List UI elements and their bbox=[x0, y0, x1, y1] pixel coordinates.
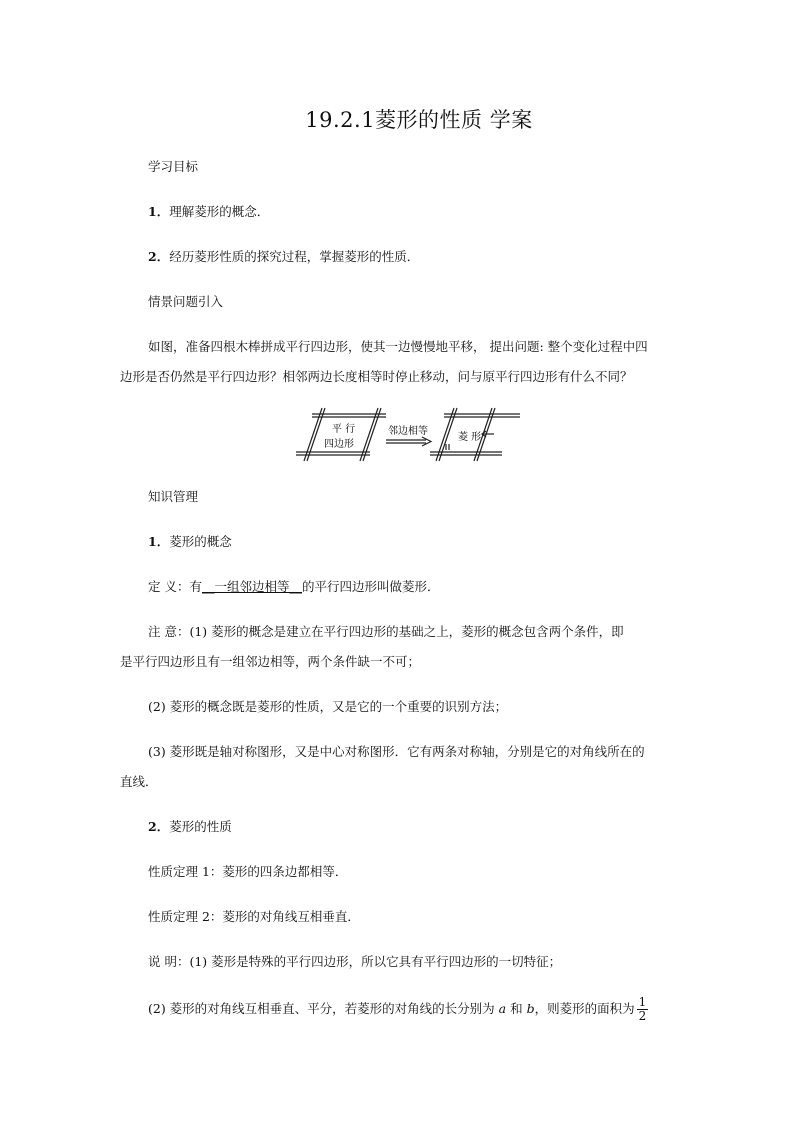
intro-heading: 情景问题引入 bbox=[148, 294, 224, 309]
note-line-1: 注 意：(1) 菱形的概念是建立在平行四边形的基础之上，菱形的概念包含两个条件，即 bbox=[148, 624, 624, 639]
var-b: b bbox=[526, 1001, 535, 1016]
note-2: (2) 菱形的概念既是菱形的性质，又是它的一个重要的识别方法； bbox=[148, 699, 508, 714]
concept-heading: 菱形的概念 bbox=[169, 534, 232, 549]
intro-line-2: 边形是否仍然是平行四边形？相邻两边长度相等时停止移动，问与原平行四边形有什么不同？ bbox=[120, 369, 633, 384]
objective-1-text: 理解菱形的概念． bbox=[169, 204, 270, 219]
explain-1: 说 明：(1) 菱形是特殊的平行四边形，所以它具有平行四边形的一切特征； bbox=[148, 954, 562, 969]
fig-arrow-label: 邻边相等 bbox=[388, 426, 428, 437]
definition-tail: 的平行四边形叫做菱形． bbox=[302, 579, 440, 594]
property-num: 2． bbox=[148, 819, 170, 834]
fig-left-label-1: 平 行 bbox=[332, 424, 356, 435]
note-3-line-1: (3) 菱形既是轴对称图形，又是中心对称图形．它有两条对称轴，分别是它的对角线所在的 bbox=[148, 744, 645, 759]
concept-heading-row bbox=[148, 533, 232, 551]
fraction-denominator: 2 bbox=[638, 1009, 647, 1023]
objective-1 bbox=[148, 203, 269, 221]
fraction-one-half bbox=[637, 996, 649, 1023]
definition-blank: __一组邻边相等__ bbox=[201, 579, 302, 594]
note-3-line-2: 直线． bbox=[120, 774, 158, 789]
objectives-heading: 学习目标 bbox=[148, 159, 199, 174]
explain-2 bbox=[148, 996, 648, 1023]
fig-right-label: 菱 形 bbox=[458, 432, 482, 443]
note-line-2: 是平行四边形且有一组邻边相等，两个条件缺一不可； bbox=[120, 654, 421, 669]
theorem-1: 性质定理 1：菱形的四条边都相等． bbox=[148, 864, 348, 879]
theorem-2: 性质定理 2：菱形的对角线互相垂直． bbox=[148, 909, 360, 924]
parallelogram-to-rhombus-figure bbox=[294, 406, 526, 464]
fig-left-label-2: 四边形 bbox=[324, 439, 354, 450]
objective-2-num: 2． bbox=[148, 249, 170, 264]
objective-1-num: 1． bbox=[148, 204, 170, 219]
explain-2-pre: (2) 菱形的对角线互相垂直、平分，若菱形的对角线的长分别为 bbox=[148, 1001, 499, 1016]
intro-line-1: 如图，准备四根木棒拼成平行四边形，使其一边慢慢地平移， 提出问题: 整个变化过程中四 bbox=[148, 339, 648, 354]
property-heading-row bbox=[148, 818, 232, 836]
var-a: a bbox=[498, 1001, 507, 1016]
concept-num: 1． bbox=[148, 534, 170, 549]
knowledge-heading: 知识管理 bbox=[148, 489, 199, 504]
fraction-numerator: 1 bbox=[638, 995, 647, 1009]
page-title: 19.2.1菱形的性质 学案 bbox=[305, 108, 533, 132]
and-text: 和 bbox=[506, 1001, 527, 1016]
definition bbox=[148, 578, 440, 596]
objective-2-text: 经历菱形性质的探究过程，掌握菱形的性质． bbox=[169, 249, 420, 264]
definition-label: 定 义：有 bbox=[148, 579, 202, 594]
property-heading: 菱形的性质 bbox=[169, 819, 232, 834]
explain-2-post: ，则菱形的面积为 bbox=[534, 1001, 635, 1016]
objective-2 bbox=[148, 248, 419, 266]
